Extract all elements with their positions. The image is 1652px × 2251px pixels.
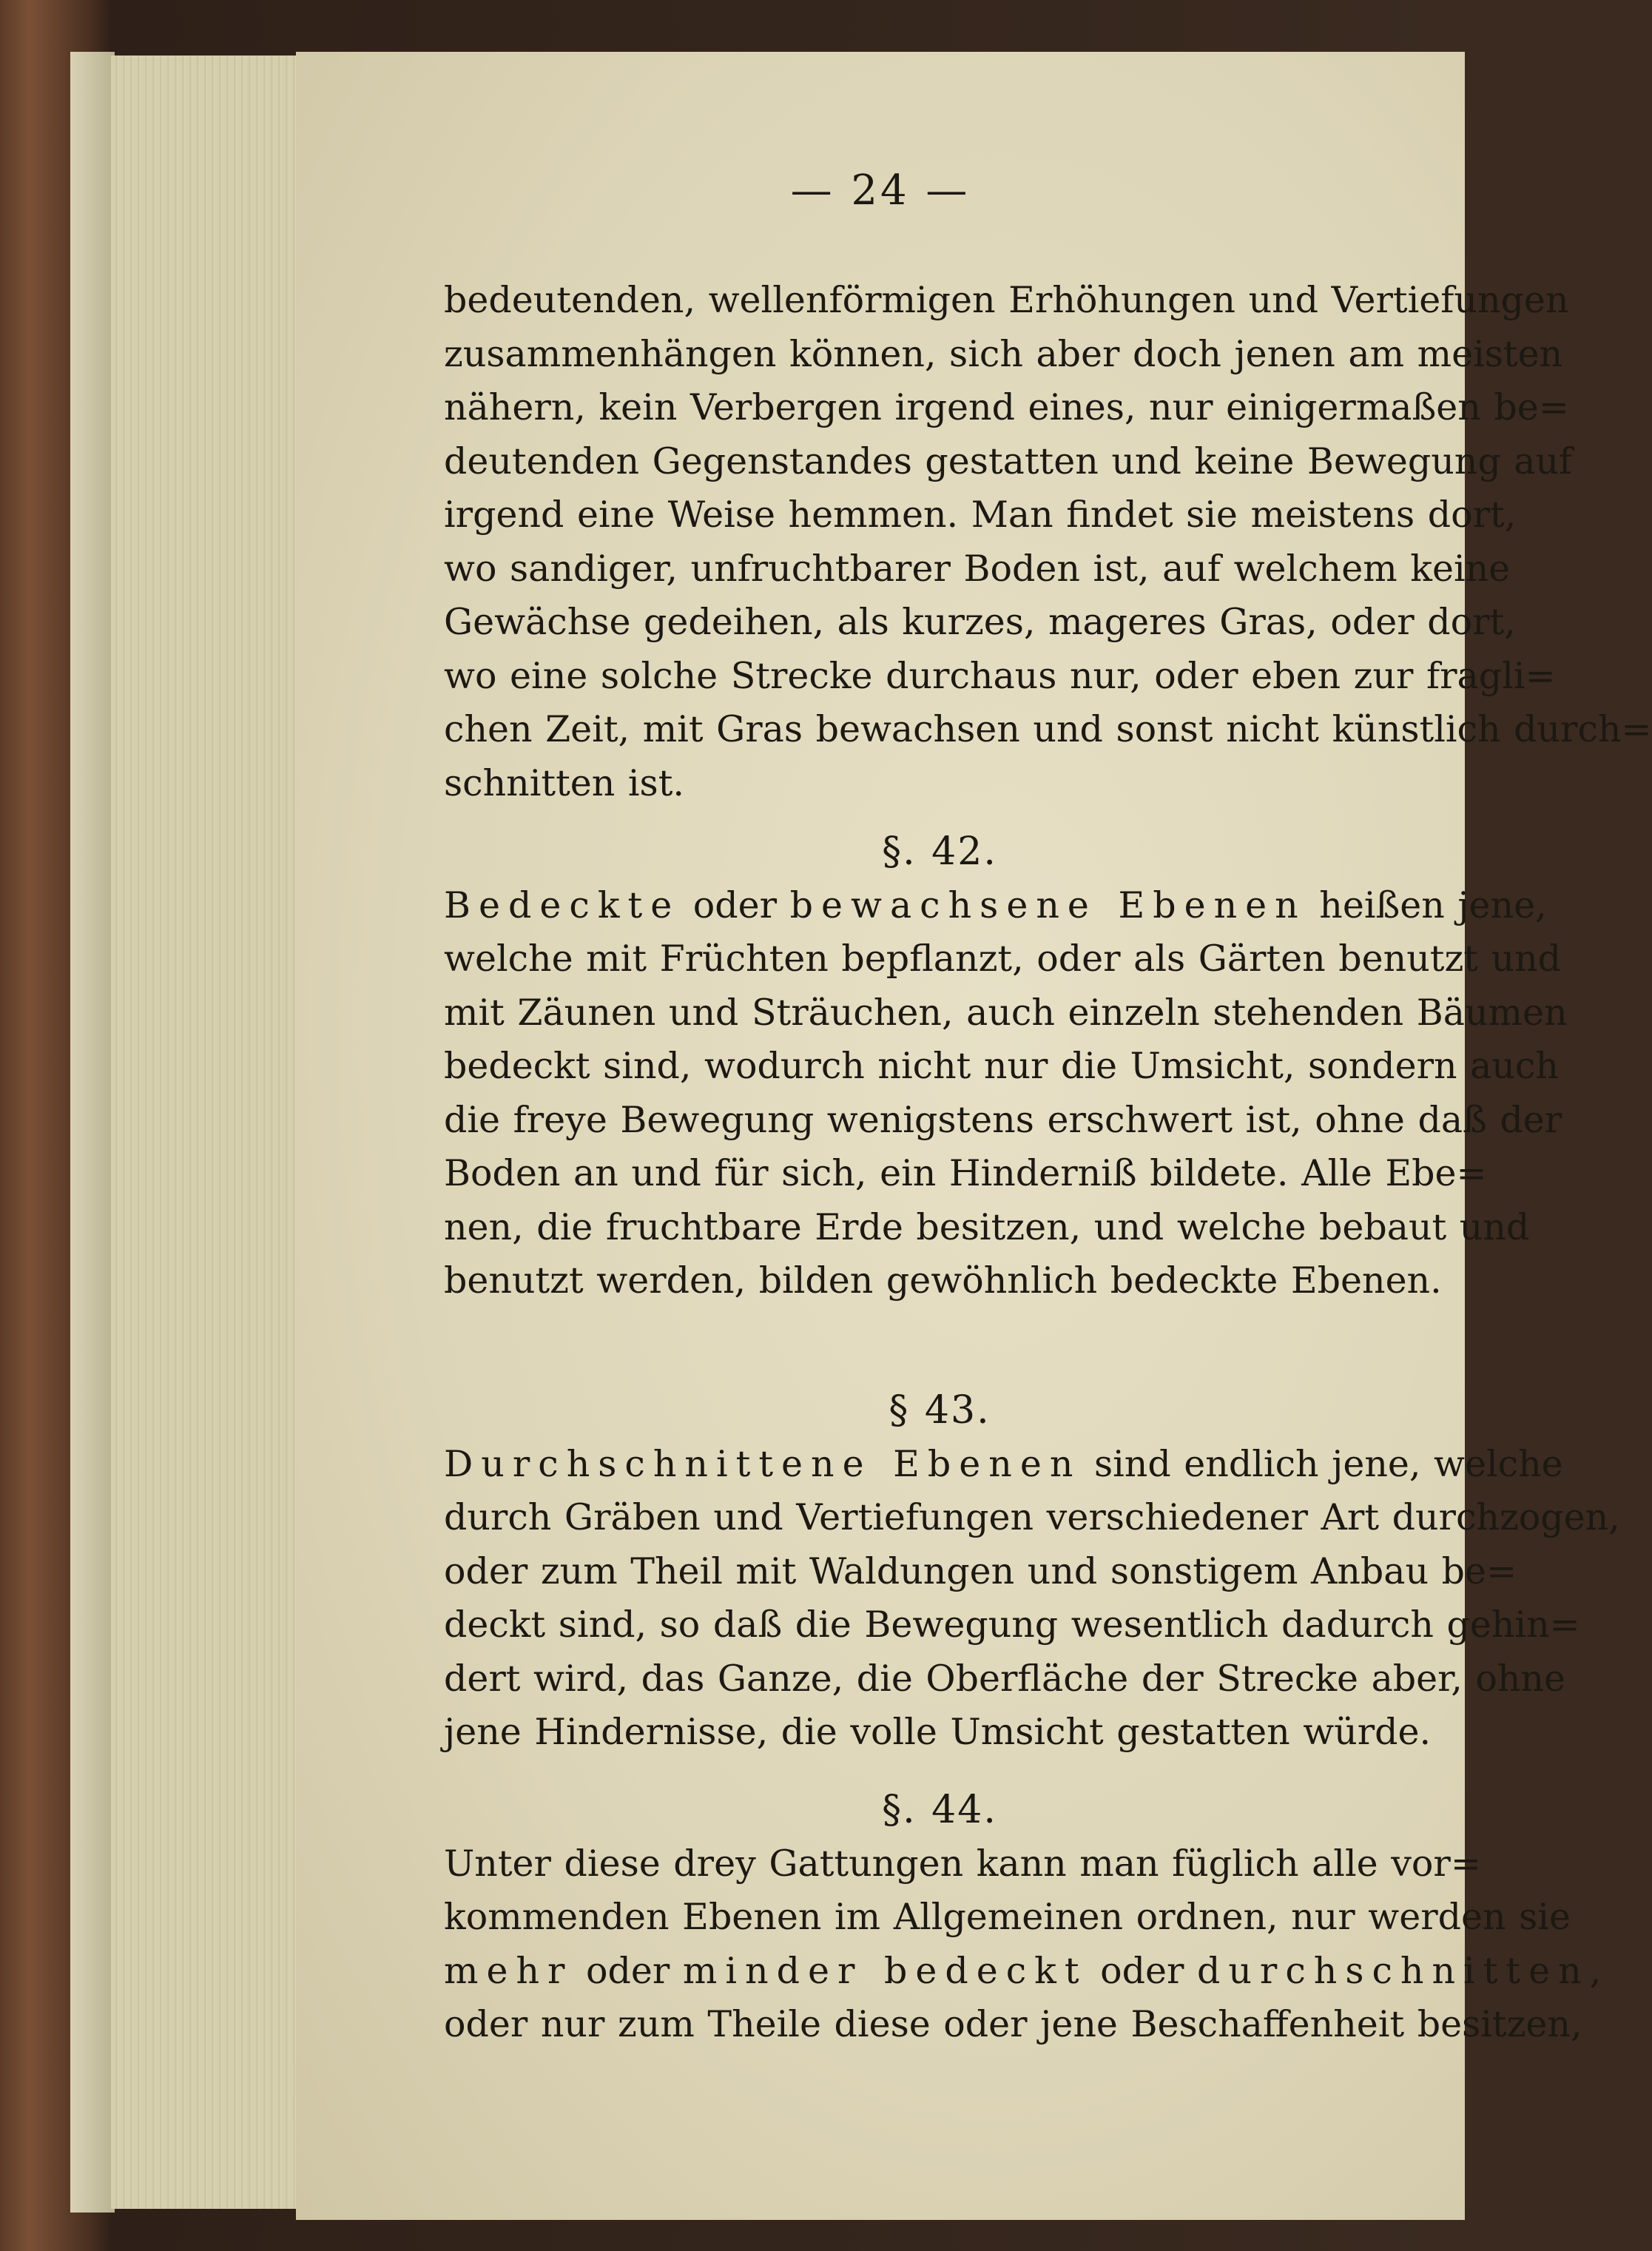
text-line: wo sandiger, unfruchtbarer Boden ist, auf welchem keine <box>444 547 1511 590</box>
text-line: welche mit Früchten bepflanzt, oder als Gärten benutzt und <box>444 938 1562 980</box>
text-line: nen, die fruchtbare Erde besitzen, und welche bebaut und <box>444 1205 1530 1248</box>
book-binding <box>70 52 115 2213</box>
text-line: bedeutenden, wellenförmigen Erhöhungen und Vertiefungen <box>444 279 1569 321</box>
text-line: wo eine solche Strecke durchaus nur, oder eben zur fragli= <box>444 654 1556 697</box>
text-line: kommenden Ebenen im Allgemeinen ordnen, nur werden sie <box>444 1896 1571 1938</box>
text-line: bedeckt sind, wodurch nicht nur die Umsicht, sondern auch <box>444 1045 1559 1087</box>
text-line: Gewächse gedeihen, als kurzes, mageres Gras, oder dort, <box>444 601 1516 643</box>
text-line: schnitten ist. <box>444 761 684 804</box>
section-44 <box>444 1783 1610 2052</box>
text-line: Unter diese drey Gattungen kann man füglich alle vor= <box>444 1842 1481 1885</box>
intro-paragraph <box>444 274 1652 810</box>
text-line: Bedeckte oder bewachsene Ebenen heißen jene, <box>444 884 1547 926</box>
section-number: §. 44. <box>882 1788 997 1832</box>
text-line: mehr oder minder bedeckt oder durchschnitten, <box>444 1949 1610 1992</box>
section-number: §. 42. <box>882 830 997 874</box>
section-43 <box>444 1384 1620 1760</box>
text-line: zusammenhängen können, sich aber doch jenen am meisten <box>444 332 1563 375</box>
page-edges <box>111 55 303 2209</box>
text-line: chen Zeit, mit Gras bewachsen und sonst nicht künstlich durch= <box>444 708 1652 750</box>
text-line: die freye Bewegung wenigstens erschwert ist, ohne daß der <box>444 1098 1562 1141</box>
section-42 <box>444 825 1568 1308</box>
text-line: jene Hindernisse, die volle Umsicht gestatten würde. <box>444 1711 1432 1753</box>
text-line: oder nur zum Theile diese oder jene Beschaffenheit besitzen, <box>444 2003 1582 2045</box>
text-line: Durchschnittene Ebenen sind endlich jene, welche <box>444 1442 1563 1485</box>
text-line: irgend eine Weise hemmen. Man findet sie meistens dort, <box>444 494 1517 536</box>
text-line: benutzt werden, bilden gewöhnlich bedeckte Ebenen. <box>444 1259 1442 1302</box>
text-line: durch Gräben und Vertiefungen verschiedener Art durchzogen, <box>444 1496 1620 1538</box>
text-line: Boden an und für sich, ein Hinderniß bildete. Alle Ebe= <box>444 1152 1487 1194</box>
text-line: dert wird, das Ganze, die Oberfläche der Strecke aber, ohne <box>444 1657 1565 1700</box>
text-line: deutenden Gegenstandes gestatten und keine Bewegung auf <box>444 440 1573 482</box>
text-line: mit Zäunen und Sträuchen, auch einzeln stehenden Bäumen <box>444 991 1568 1034</box>
text-line: oder zum Theil mit Waldungen und sonstigem Anbau be= <box>444 1550 1517 1592</box>
page-number-head: — 24 — <box>790 166 971 215</box>
text-line: deckt sind, so daß die Bewegung wesentlich dadurch gehin= <box>444 1604 1580 1646</box>
book-page <box>296 52 1652 2220</box>
text-line: nähern, kein Verbergen irgend eines, nur einigermaßen be= <box>444 386 1569 428</box>
section-number: § 43. <box>889 1388 991 1433</box>
